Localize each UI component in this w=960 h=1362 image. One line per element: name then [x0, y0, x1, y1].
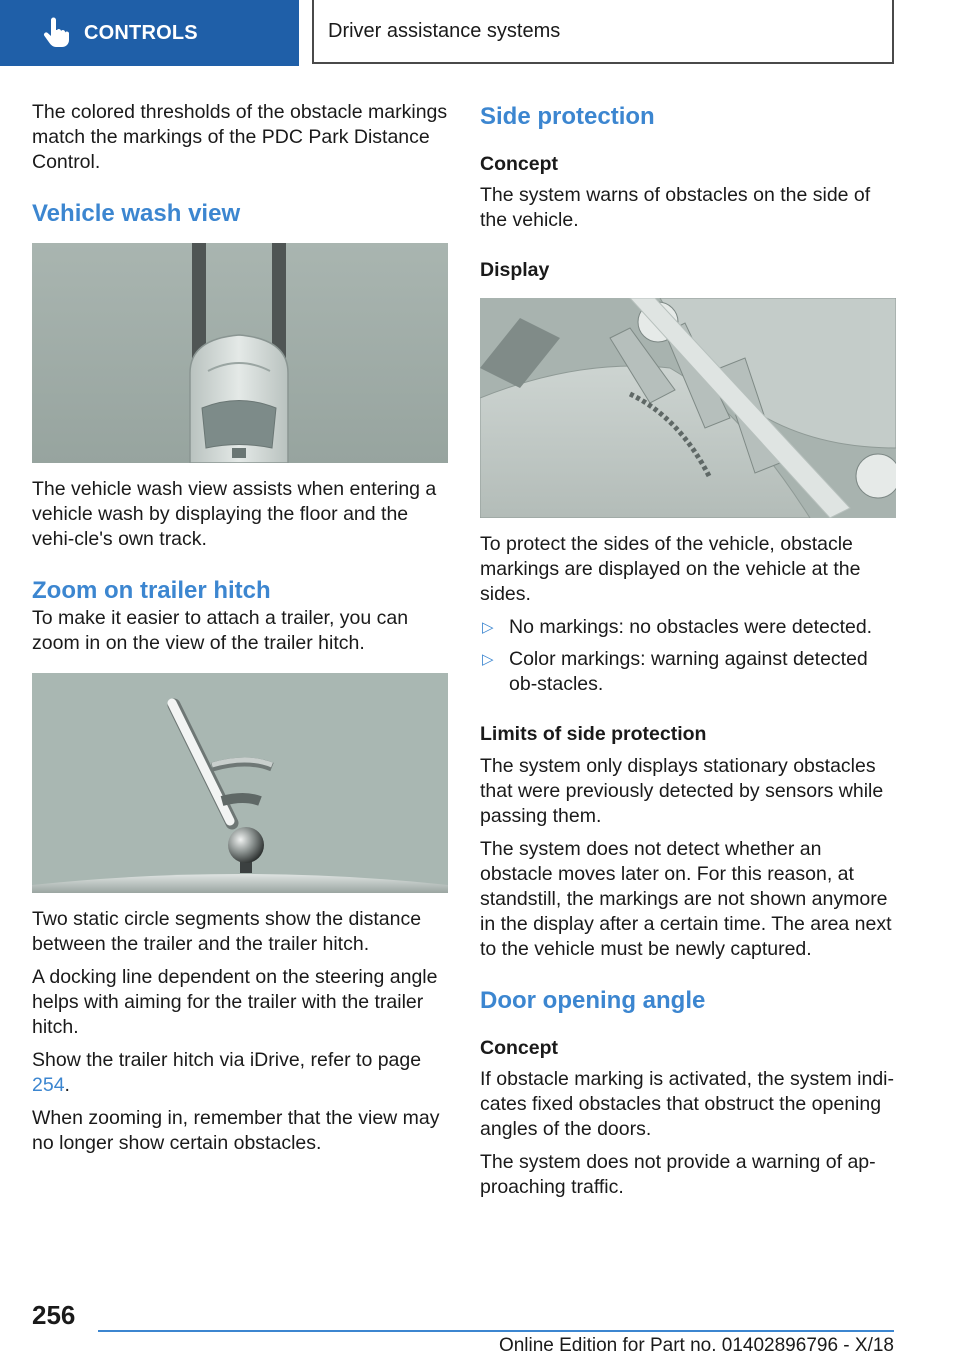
trailer-hitch-view-image: [32, 673, 448, 893]
edition-note: Online Edition for Part no. 01402896796 - X/18: [498, 1335, 894, 1356]
page-254-link[interactable]: 254: [32, 1074, 65, 1096]
trailer-hitch-heading: Zoom on trailer hitch: [32, 577, 271, 604]
limits-heading: Limits of side protection: [480, 723, 707, 745]
footer-rule: [98, 1330, 894, 1332]
list-item-text: Color markings: warning against detected ob‐stacles.: [509, 648, 868, 695]
side-protection-concept-text: The system warns of obstacles on the side of the vehicle.: [480, 184, 871, 231]
limits-text-1: The system only displays stationary obstacles that were previously detected by sensors while passing them.: [480, 755, 884, 827]
page-number: 256: [32, 1300, 76, 1330]
display-heading: Display: [480, 259, 550, 281]
chapter-title: Driver assistance systems: [312, 0, 894, 64]
trailer-hitch-text: To make it easier to attach a trailer, you can zoom in on the view of the trailer hitch.: [32, 607, 409, 654]
zooming-warning-text: When zooming in, remember that the view may no longer show certain obstacles.: [32, 1107, 440, 1154]
triangle-bullet-icon: ▷: [482, 651, 494, 668]
idrive-reference-suffix: .: [64, 1074, 70, 1096]
vehicle-wash-view-image: [32, 243, 448, 463]
section-tab: [0, 0, 299, 66]
vehicle-wash-heading: Vehicle wash view: [32, 200, 241, 227]
door-opening-text-2: The system does not provide a warning of ap‐proaching traffic.: [480, 1151, 876, 1198]
hand-pointer-icon: [38, 16, 72, 50]
idrive-reference-text: [32, 1048, 448, 1098]
list-item-text: No markings: no obstacles were detected.: [509, 616, 873, 638]
triangle-bullet-icon: ▷: [482, 619, 494, 636]
idrive-reference-prefix: Show the trailer hitch via iDrive, refer to page: [32, 1049, 422, 1071]
side-protection-heading: Side protection: [480, 103, 655, 130]
display-text: To protect the sides of the vehicle, obstacle markings are displayed on the vehicle at the sides.: [480, 533, 861, 605]
vehicle-wash-text: The vehicle wash view assists when entering a vehicle wash by displaying the floor and the vehi‐cle's own track.: [32, 478, 437, 550]
door-opening-text-1: If obstacle marking is activated, the system indi‐cates fixed obstacles that obstruct the opening angles of the doors.: [480, 1068, 895, 1140]
intro-paragraph: The colored thresholds of the obstacle markings match the markings of the PDC Park Distance Control.: [32, 101, 448, 173]
door-opening-concept-heading: Concept: [480, 1037, 558, 1059]
docking-line-text: A docking line dependent on the steering angle helps with aiming for the trailer with the trailer hitch.: [32, 966, 438, 1038]
section-label: CONTROLS: [84, 21, 198, 44]
list-item: [480, 647, 896, 697]
marking-list: [480, 615, 896, 697]
side-protection-display-image: [480, 298, 896, 518]
right-column: [480, 100, 896, 1200]
limits-text-2: The system does not detect whether an obstacle moves later on. For this reason, at standstill, the markings are not shown anymore in the display after a certain time. The area next to the vehicle must be newly captured.: [480, 838, 892, 960]
circle-segments-text: Two static circle segments show the distance between the trailer and the trailer hitch.: [32, 908, 422, 955]
door-opening-heading: Door opening angle: [480, 987, 706, 1014]
list-item: [480, 615, 896, 640]
side-protection-concept-heading: Concept: [480, 153, 558, 175]
left-column: [32, 100, 448, 1156]
